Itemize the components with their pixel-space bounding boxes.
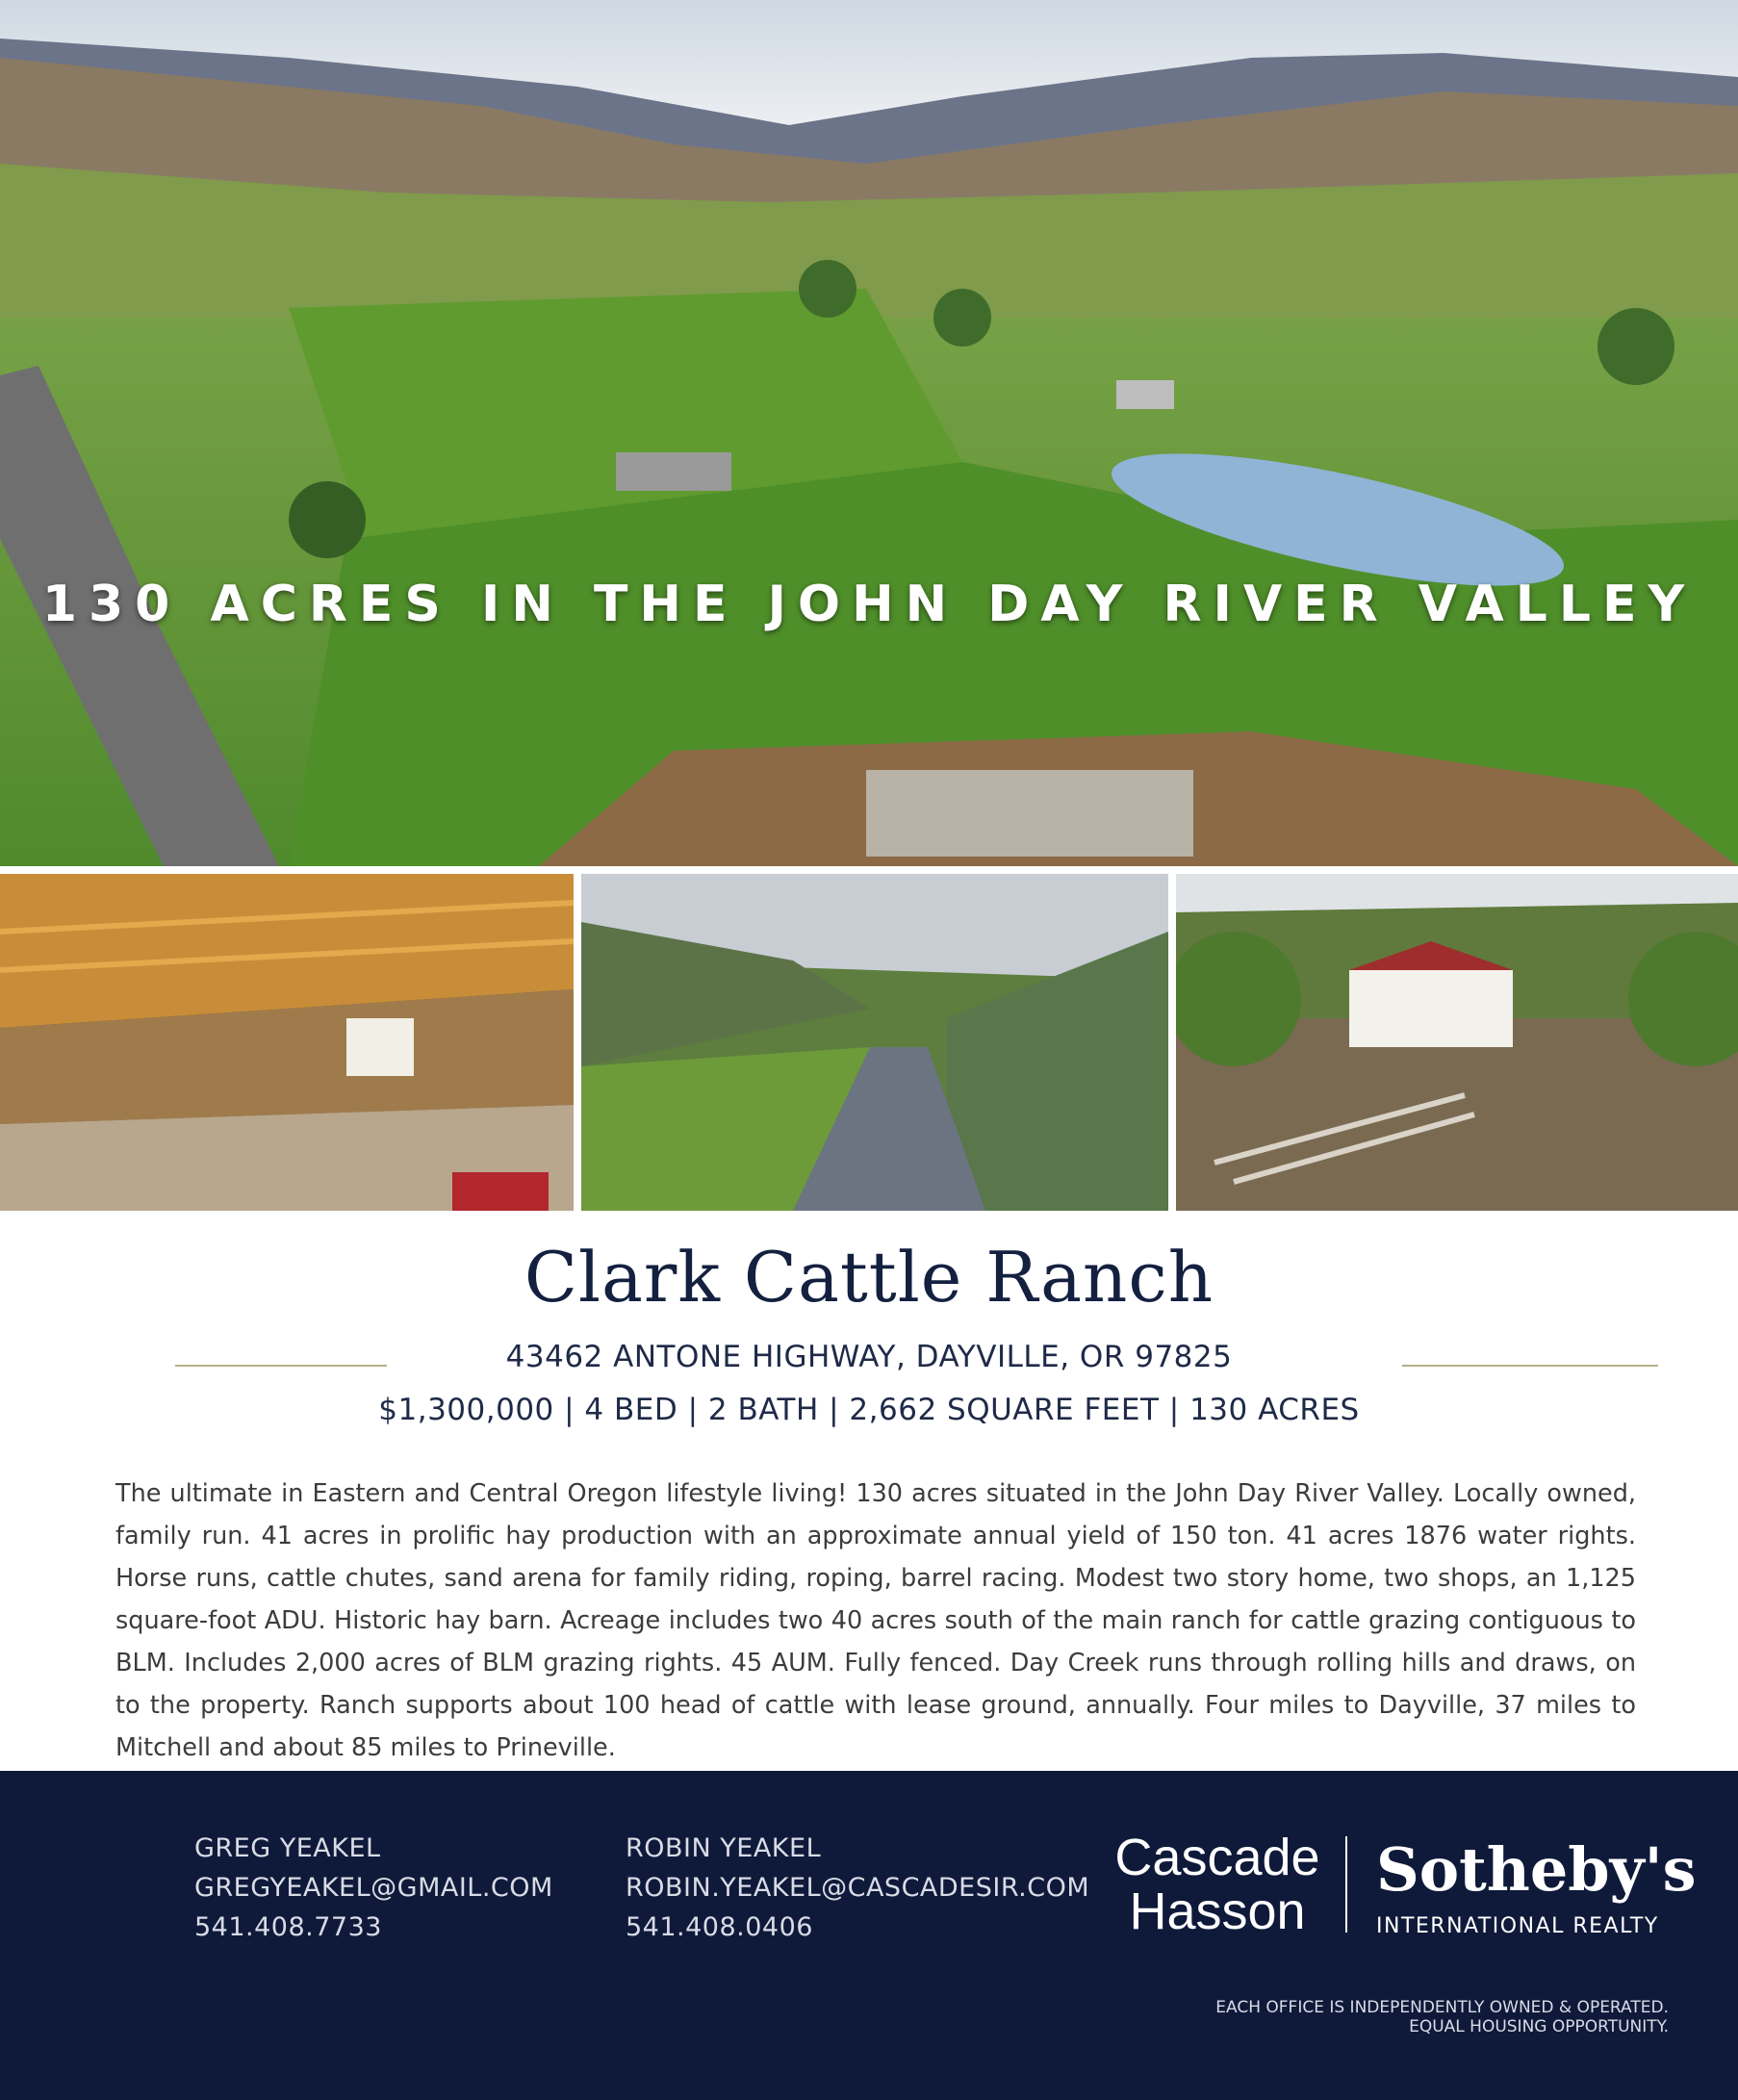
office-name-line1: Cascade — [1114, 1829, 1320, 1886]
agent-phone[interactable]: 541.408.0406 — [626, 1912, 813, 1942]
listing-facts: $1,300,000 | 4 BED | 2 BATH | 2,662 SQUARE FEET | 130 ACRES — [378, 1393, 1360, 1427]
office-name-line2: Hasson — [1129, 1882, 1306, 1940]
legal-disclaimer — [1215, 1998, 1669, 2036]
agent-card — [626, 1829, 1089, 1947]
creek-image — [581, 874, 1168, 1211]
listing-title: Clark Cattle Ranch — [524, 1237, 1214, 1318]
agent-phone[interactable]: 541.408.7733 — [194, 1912, 382, 1942]
photo-corrals — [1176, 874, 1738, 1211]
agent-name: ROBIN YEAKEL — [626, 1833, 822, 1863]
agent-name: GREG YEAKEL — [194, 1833, 381, 1863]
listing-address: 43462 ANTONE HIGHWAY, DAYVILLE, OR 97825 — [505, 1340, 1233, 1374]
hero-photo — [0, 0, 1738, 866]
photo-barn-interior — [0, 874, 574, 1211]
listing-description: The ultimate in Eastern and Central Oregon lifestyle living! 130 acres situated in the John Day River Valley. Locally owned, family run. 41 acres in prolific hay production with an approximate annual yield of 150 ton. 41 acres 1876 water rights. Horse runs, cattle chutes, sand arena for family riding, roping, barrel racing. Modest two story home, two shops, an 1,125 square-foot ADU. Historic hay barn. Acreage includes two 40 acres south of the main ranch for cattle grazing contiguous to BLM. Includes 2,000 acres of BLM grazing rights. 45 AUM. Fully fenced. Day Creek runs through rolling hills and draws, on to the property. Ranch supports about 100 head of cattle with lease ground, annually. Four miles to Dayville, 37 miles to Mitchell and about 85 miles to Prineville. — [115, 1479, 1636, 1762]
office-logo — [1107, 1831, 1328, 1938]
brand-name: Sotheby's — [1376, 1834, 1697, 1905]
barn-interior-image — [0, 874, 574, 1211]
agent-card — [194, 1829, 553, 1947]
brand-logo — [1376, 1834, 1697, 1938]
logo-divider — [1345, 1836, 1347, 1933]
contact-footer — [0, 1771, 1738, 2100]
disclaimer-line2: EQUAL HOUSING OPPORTUNITY. — [1409, 2017, 1669, 2036]
agent-email[interactable]: GREGYEAKEL@GMAIL.COM — [194, 1873, 553, 1903]
agent-email[interactable]: ROBIN.YEAKEL@CASCADESIR.COM — [626, 1873, 1090, 1903]
photo-creek — [581, 874, 1168, 1211]
hero-headline: 130 ACRES IN THE JOHN DAY RIVER VALLEY — [41, 576, 1697, 633]
brand-subtitle: INTERNATIONAL REALTY — [1376, 1914, 1659, 1938]
corrals-image — [1176, 874, 1738, 1211]
disclaimer-line1: EACH OFFICE IS INDEPENDENTLY OWNED & OPERATED. — [1215, 1998, 1669, 2017]
valley-aerial-image — [0, 0, 1738, 866]
